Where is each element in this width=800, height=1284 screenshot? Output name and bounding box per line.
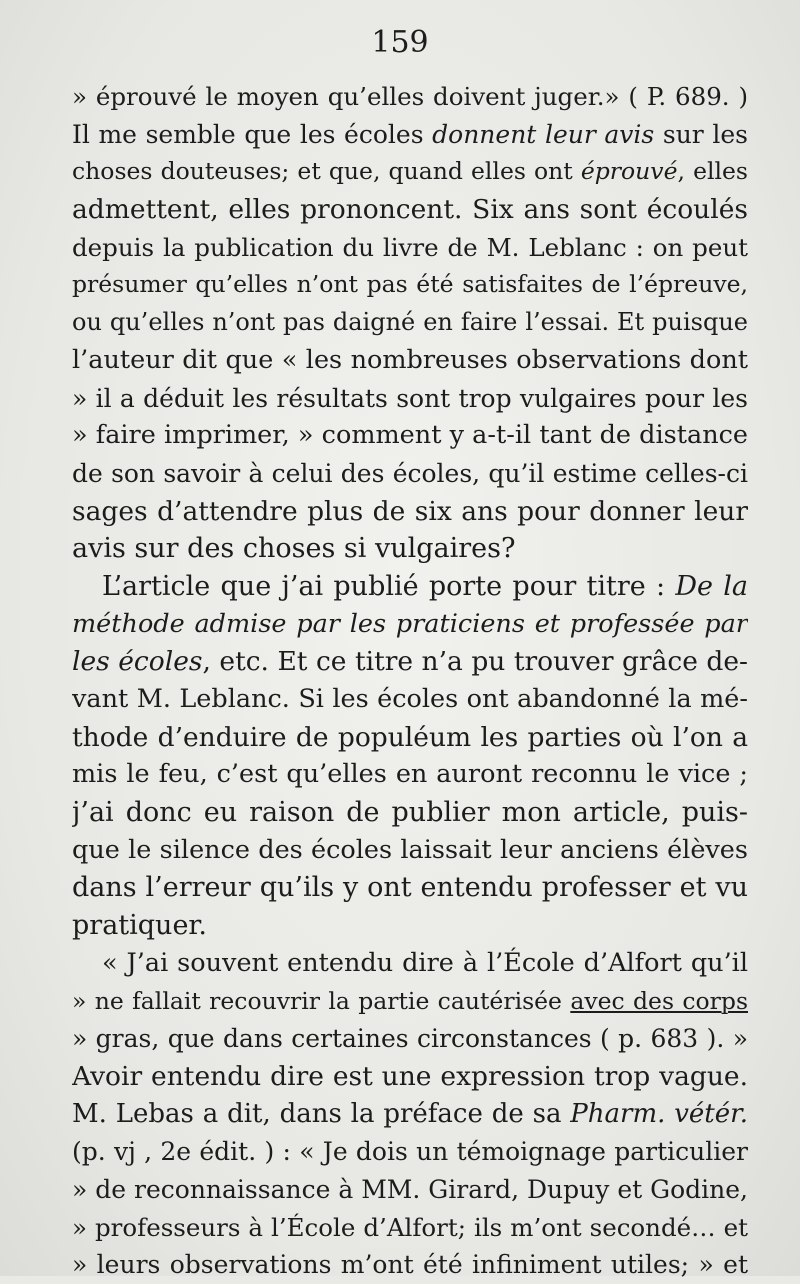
text-line — [72, 1133, 748, 1171]
italic-text: donnent leur avis — [432, 119, 655, 149]
text-segment: » leurs observations m’ont été infiniment utiles; » et — [72, 1250, 748, 1280]
text-segment: » de reconnaissance à MM. Girard, Dupuy et Godine, — [72, 1174, 748, 1204]
body-text — [72, 78, 748, 1284]
text-line — [72, 719, 748, 757]
text-segment: » professeurs à l’École d’Alfort; ils m’ont secondé… et — [72, 1212, 748, 1242]
text-line — [72, 606, 748, 644]
text-line — [72, 78, 748, 116]
text-segment: M. Lebas a dit, dans la préface de sa — [72, 1098, 571, 1129]
text-segment: » faire imprimer, » comment y a-t-il tant de distance — [72, 420, 748, 451]
text-segment: ou qu’elles n’ont pas daigné en faire l’essai. Et puisque — [72, 308, 748, 337]
text-segment: de son savoir à celui des écoles, qu’il estime celles-ci — [72, 458, 748, 488]
text-line — [72, 945, 748, 983]
text-segment: » gras, que dans certaines circonstances ( p. 683 ). » — [72, 1024, 748, 1054]
text-segment: , etc. Et ce titre n’a pu trouver grâce de- — [202, 646, 748, 678]
text-line — [72, 1246, 748, 1284]
text-line — [72, 643, 748, 681]
text-segment: pratiquer. — [72, 910, 207, 942]
text-line — [72, 1096, 748, 1134]
italic-text: méthode admise par les praticiens et professée par — [72, 608, 748, 639]
text-segment: L’article que j’ai publié porte pour titre : — [102, 570, 676, 602]
text-segment: dans l’erreur qu’ils y ont entendu professer et vu — [72, 872, 748, 904]
italic-text: éprouvé — [580, 157, 678, 186]
text-segment: Avoir entendu dire est une expression trop vague. — [72, 1060, 748, 1092]
text-line — [72, 530, 748, 568]
italic-text: les écoles — [72, 646, 203, 678]
text-line — [72, 756, 748, 794]
text-segment: sages d’attendre plus de six ans pour donner leur — [72, 495, 748, 527]
text-segment: que le silence des écoles laissait leur anciens élèves — [72, 834, 748, 865]
italic-text: De la — [675, 570, 748, 602]
text-line — [72, 1171, 748, 1209]
text-segment: , elles — [677, 157, 748, 186]
text-segment: vant M. Leblanc. Si les écoles ont abandonné la mé- — [72, 684, 748, 714]
text-segment: » ne fallait recouvrir la partie cautérisée — [72, 986, 571, 1015]
text-segment: (p. vj , 2e édit. ) : « Je dois un témoignage particulier — [72, 1137, 748, 1167]
italic-text: Pharm. vétér. — [570, 1098, 748, 1129]
text-segment: thode d’enduire de populéum les parties où l’on a — [72, 721, 748, 753]
text-line — [72, 191, 748, 229]
text-line — [72, 1058, 748, 1096]
text-line — [72, 229, 748, 267]
text-segment: » éprouvé le moyen qu’elles doivent juger.» ( P. 689. ) — [72, 82, 748, 111]
text-segment: Il me semble que les écoles — [72, 119, 433, 149]
text-line — [72, 304, 748, 342]
text-line — [72, 794, 748, 832]
text-line — [72, 983, 748, 1021]
text-segment: « J’ai souvent entendu dire à l’École d’Alfort qu’il — [102, 947, 748, 978]
text-segment: sur les — [654, 119, 748, 149]
text-line — [72, 681, 748, 719]
text-line — [72, 869, 748, 907]
text-segment: mis le feu, c’est qu’elles en auront reconnu le vice ; — [72, 759, 748, 790]
text-segment: » il a déduit les résultats sont trop vulgaires pour les — [72, 383, 748, 413]
text-segment: depuis la publication du livre de M. Leblanc : on peut — [72, 232, 748, 262]
text-segment: l’auteur dit que « les nombreuses observations dont — [72, 344, 748, 375]
underlined-text: avec des corps — [570, 986, 748, 1015]
page-number: 159 — [371, 25, 429, 60]
text-line — [72, 1209, 748, 1247]
text-segment: j’ai donc eu raison de publier mon article, puis- — [72, 797, 748, 829]
text-line — [72, 116, 748, 154]
text-line — [72, 417, 748, 455]
text-segment: présumer qu’elles n’ont pas été satisfaites de l’épreuve, — [72, 270, 748, 299]
text-line — [72, 493, 748, 531]
text-line — [72, 153, 748, 191]
text-line — [72, 1020, 748, 1058]
text-segment: avis sur des choses si vulgaires? — [72, 533, 516, 565]
text-line — [72, 568, 748, 606]
text-line — [72, 342, 748, 380]
text-line — [72, 380, 748, 418]
text-segment: admettent, elles prononcent. Six ans sont écoulés — [72, 194, 748, 226]
text-line — [72, 907, 748, 945]
text-line — [72, 832, 748, 870]
text-line — [72, 455, 748, 493]
text-segment: choses douteuses; et que, quand elles ont — [72, 157, 581, 186]
text-line — [72, 266, 748, 304]
